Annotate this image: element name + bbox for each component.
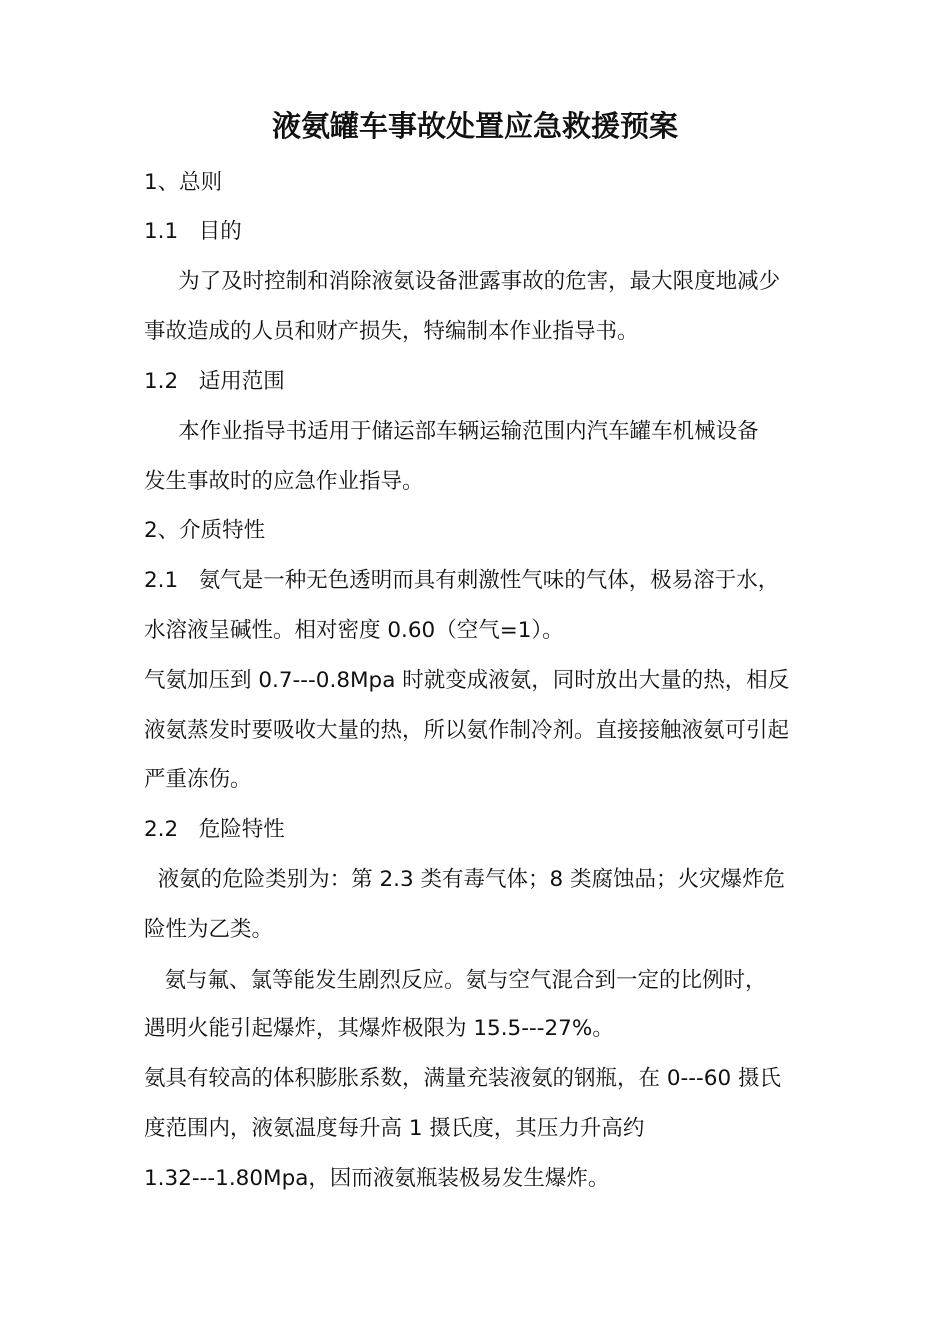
- paragraph-line: 发生事故时的应急作业指导。: [144, 469, 424, 494]
- paragraph-line: 险性为乙类。: [144, 917, 274, 942]
- paragraph-line: 氨具有较高的体积膨胀系数，满量充装液氨的钢瓶，在 0---60 摄氏: [144, 1066, 781, 1091]
- paragraph-line: 水溶液呈碱性。相对密度 0.60（空气=1）。: [144, 618, 564, 643]
- section-heading-general: 1、总则: [144, 170, 223, 195]
- document-title: 液氨罐车事故处置应急救援预案: [271, 109, 678, 143]
- paragraph-line: 氨与氟、氯等能发生剧烈反应。氨与空气混合到一定的比例时，: [144, 968, 767, 993]
- paragraph-line: 本作业指导书适用于储运部车辆运输范围内汽车罐车机械设备: [144, 419, 759, 444]
- paragraph-line: 严重冻伤。: [144, 767, 252, 792]
- paragraph-line: 气氨加压到 0.7---0.8Mpa 时就变成液氨，同时放出大量的热，相反: [144, 668, 790, 693]
- paragraph-line: 事故造成的人员和财产损失，特编制本作业指导书。: [144, 319, 639, 344]
- subsection-heading-purpose: 1.1 目的: [144, 219, 242, 244]
- subsection-heading-scope: 1.2 适用范围: [144, 369, 285, 394]
- paragraph-line: 为了及时控制和消除液氨设备泄露事故的危害，最大限度地减少: [144, 269, 781, 294]
- paragraph-line: 2.1 氨气是一种无色透明而具有刺激性气味的气体，极易溶于水，: [144, 568, 780, 593]
- section-heading-medium-properties: 2、介质特性: [144, 518, 266, 543]
- paragraph-line: 度范围内，液氨温度每升高 1 摄氏度，其压力升高约: [144, 1116, 645, 1141]
- paragraph-line: 液氨蒸发时要吸收大量的热，所以氨作制冷剂。直接接触液氨可引起: [144, 718, 790, 743]
- paragraph-line: 1.32---1.80Mpa，因而液氨瓶装极易发生爆炸。: [144, 1166, 610, 1191]
- paragraph-line: 遇明火能引起爆炸，其爆炸极限为 15.5---27%。: [144, 1016, 614, 1041]
- paragraph-line: 液氨的危险类别为：第 2.3 类有毒气体；8 类腐蚀品；火灾爆炸危: [144, 867, 786, 892]
- subsection-heading-hazard: 2.2 危险特性: [144, 817, 285, 842]
